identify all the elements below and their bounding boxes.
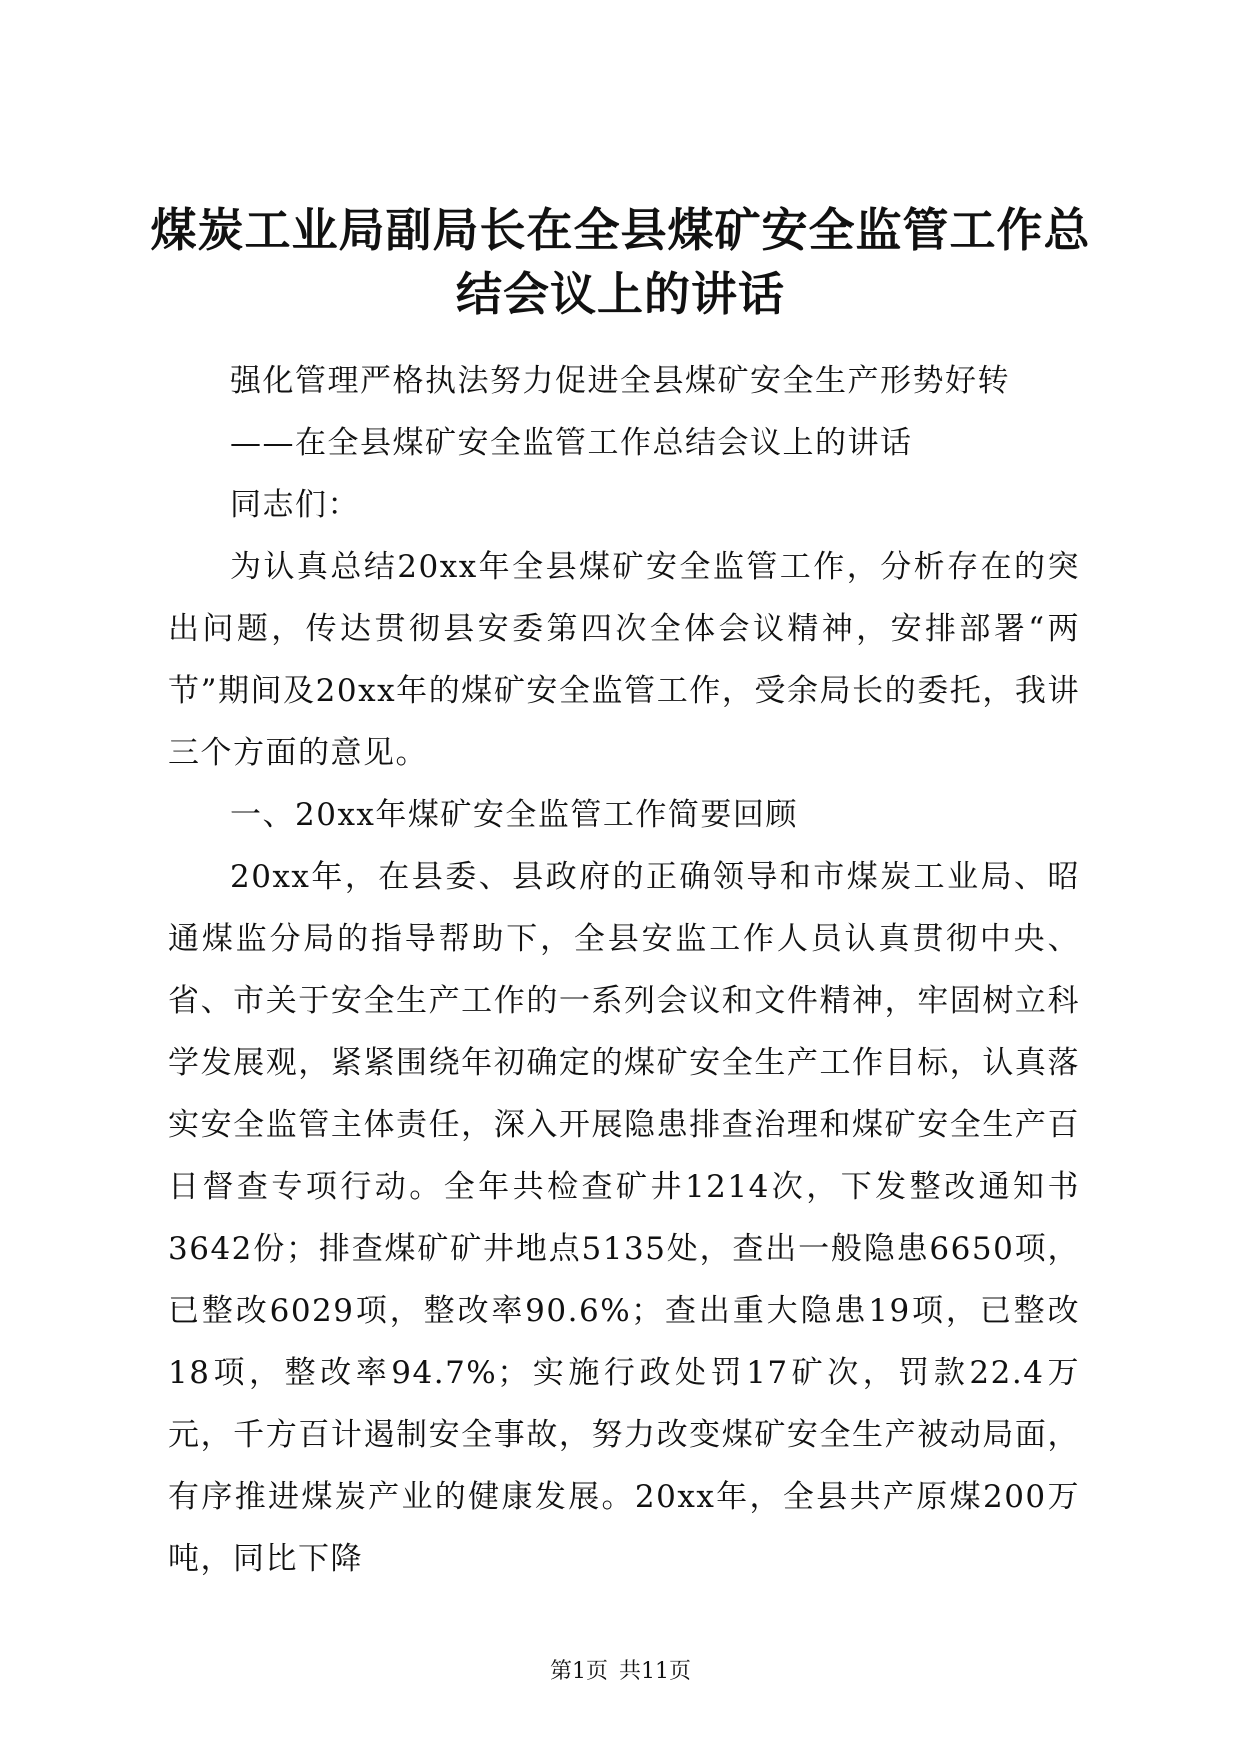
section-heading-1: 一、20xx年煤矿安全监管工作简要回顾 — [230, 797, 798, 833]
salutation: 同志们： — [230, 487, 360, 523]
page-total: 共11页 — [619, 1659, 691, 1684]
paragraph-intro: 为认真总结20xx年全县煤矿安全监管工作，分析存在的突出问题，传达贯彻县安委第四次全体会议精神，安排部署“两节”期间及20xx年的煤矿安全监管工作，受余局长的委托，我讲三个方面的意见。 — [168, 549, 1080, 771]
title-line-2: 结会议上的讲话 — [456, 267, 785, 321]
subtitle-secondary: ——在全县煤矿安全监管工作总结会议上的讲话 — [230, 425, 913, 461]
page-number: 第1页 — [550, 1659, 608, 1684]
document-title — [150, 198, 1091, 326]
paragraph-review: 20xx年，在县委、县政府的正确领导和市煤炭工业局、昭通煤监分局的指导帮助下，全县安监工作人员认真贯彻中央、省、市关于安全生产工作的一系列会议和文件精神，牢固树立科学发展观，紧紧围绕年初确定的煤矿安全生产工作目标，认真落实安全监管主体责任，深入开展隐患排查治理和煤矿安全生产百日督查专项行动。全年共检查矿井1214次，下发整改通知书3642份；排查煤矿矿井地点5135处，查出一般隐患6650项，已整改6029项，整改率90.6%；查出重大隐患19项，已整改18项，整改率94.7%；实施行政处罚17矿次，罚款22.4万元，千方百计遏制安全事故，努力改变煤矿安全生产被动局面，有序推进煤炭产业的健康发展。20xx年，全县共产原煤200万吨，同比下降 — [168, 859, 1080, 1577]
document-body — [168, 350, 1080, 1590]
subtitle: 强化管理严格执法努力促进全县煤矿安全生产形势好转 — [230, 363, 1010, 399]
title-line-1: 煤炭工业局副局长在全县煤矿安全监管工作总 — [150, 203, 1091, 257]
page-footer — [0, 1657, 1241, 1687]
